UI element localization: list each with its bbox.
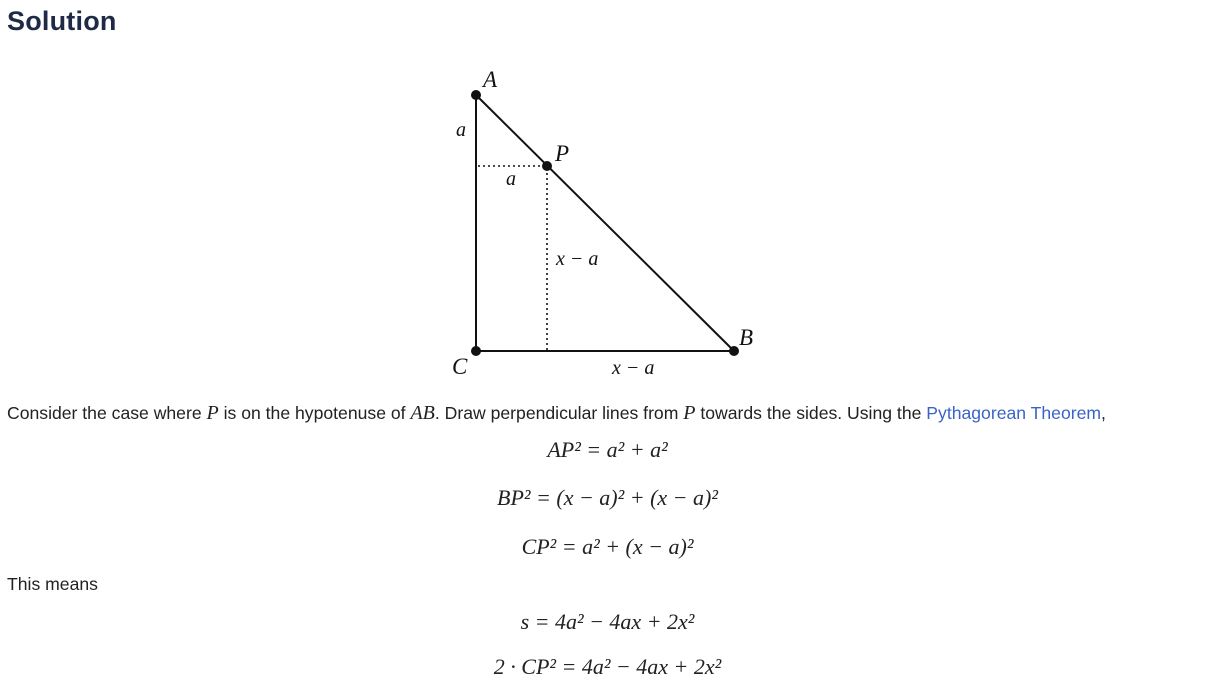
label-p: P bbox=[555, 141, 570, 166]
this-means-text: This means bbox=[7, 574, 98, 594]
label-vertical-segment: x − a bbox=[556, 248, 599, 270]
label-left-side: a bbox=[456, 119, 466, 141]
equation-ap: AP² = a² + a² bbox=[547, 437, 668, 462]
point-p bbox=[542, 161, 552, 171]
equation-cp: CP² = a² + (x − a)² bbox=[521, 534, 694, 559]
equation-bp: BP² = (x − a)² + (x − a)² bbox=[497, 485, 718, 510]
explanation-paragraph bbox=[7, 402, 1106, 425]
paragraph-text-4: towards the sides. Using the bbox=[695, 403, 927, 423]
point-a bbox=[471, 90, 481, 100]
paragraph-text-1: Consider the case where bbox=[7, 403, 207, 423]
paragraph-text-5: , bbox=[1101, 403, 1106, 423]
section-heading: Solution bbox=[7, 6, 117, 36]
var-ab: AB bbox=[410, 402, 435, 424]
equation-s: s = 4a² − 4ax + 2x² bbox=[520, 609, 695, 634]
pythagorean-theorem-link[interactable]: Pythagorean Theorem bbox=[926, 403, 1102, 423]
label-bottom-side: x − a bbox=[612, 357, 655, 379]
label-a: A bbox=[483, 67, 498, 92]
point-b bbox=[729, 346, 739, 356]
var-p: P bbox=[206, 402, 219, 424]
paragraph-text-2: is on the hypotenuse of bbox=[218, 403, 411, 423]
var-p-2: P bbox=[683, 402, 696, 424]
equation-2cp: 2 · CP² = 4a² − 4ax + 2x² bbox=[493, 654, 722, 679]
point-c bbox=[471, 346, 481, 356]
paragraph-text-3: . Draw perpendicular lines from bbox=[434, 403, 684, 423]
hypotenuse-ab bbox=[476, 95, 734, 351]
label-b: B bbox=[739, 325, 754, 350]
label-top-segment: a bbox=[506, 168, 516, 190]
label-c: C bbox=[452, 354, 468, 379]
